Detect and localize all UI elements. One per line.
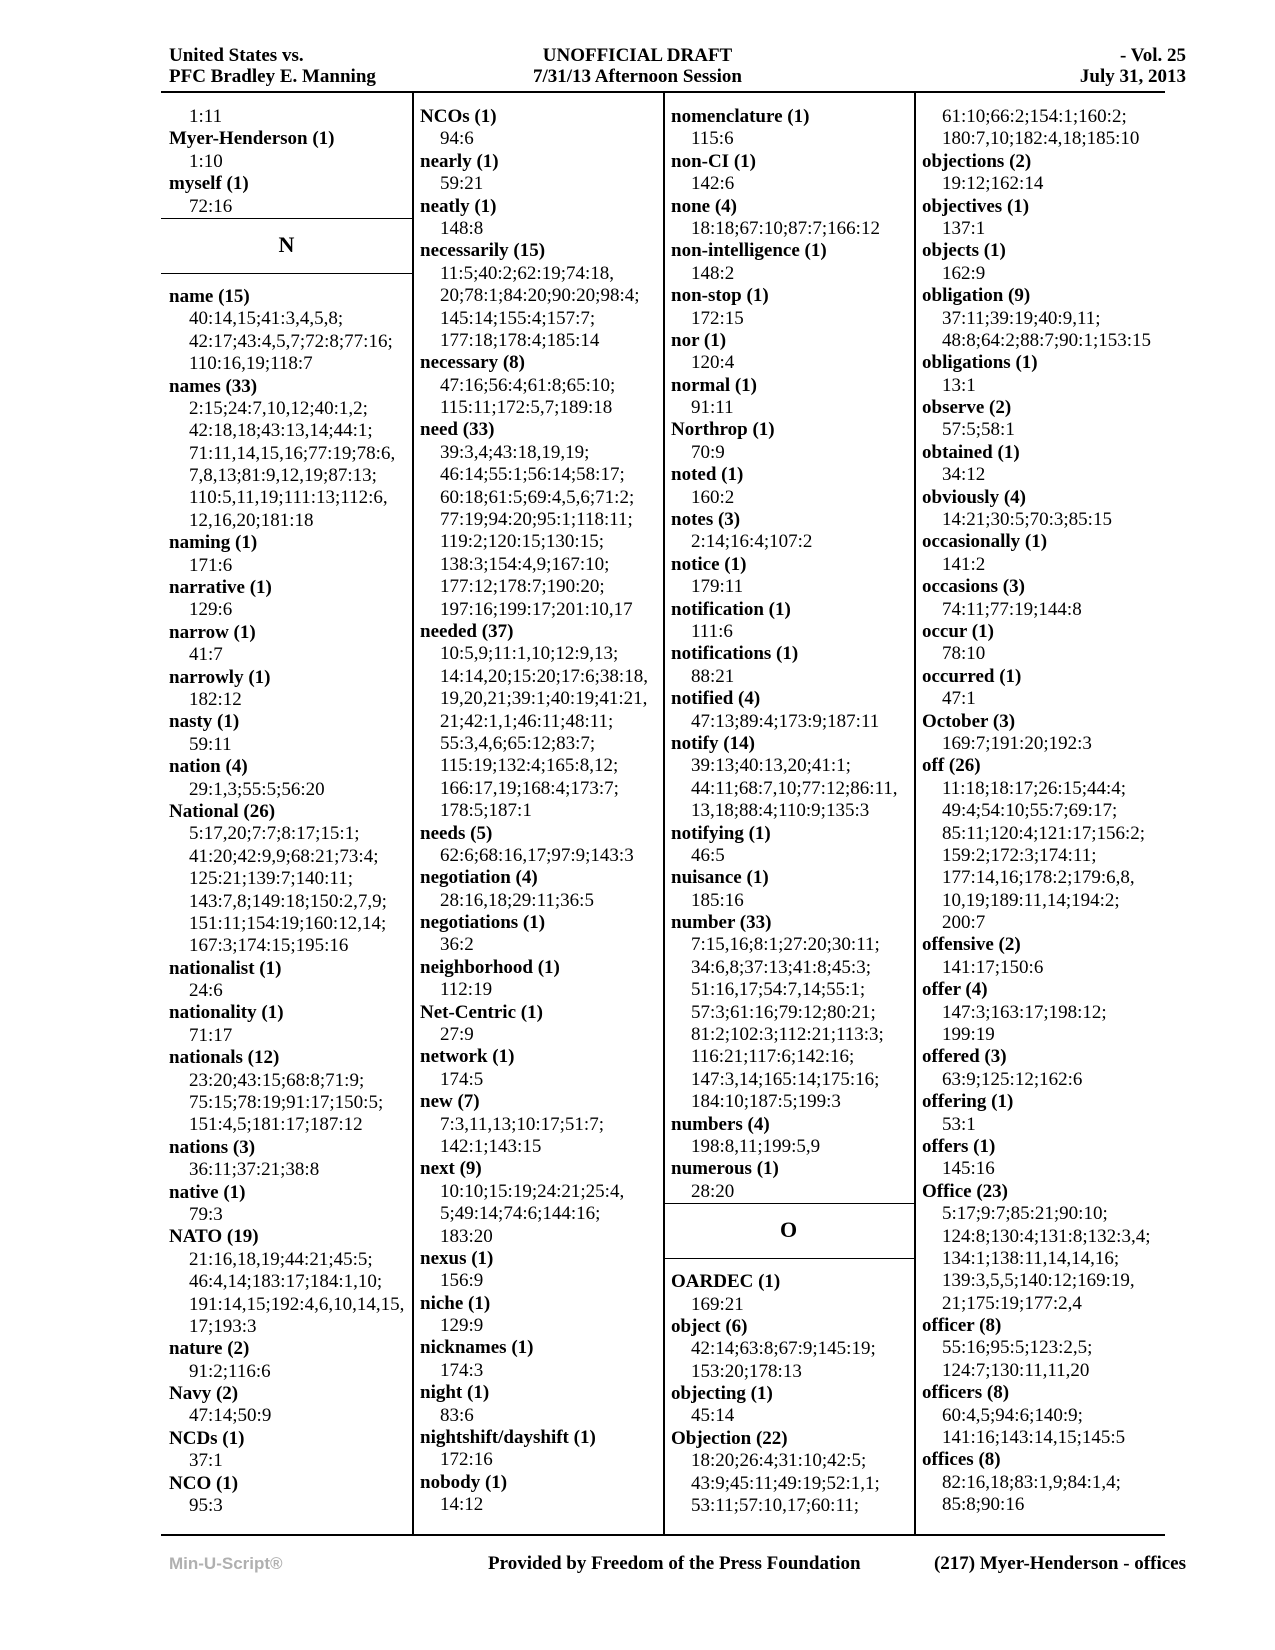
section-header bbox=[663, 1203, 914, 1259]
section-header bbox=[161, 218, 412, 274]
index-term: offering (1) bbox=[922, 1091, 1014, 1113]
page-references: 145:14;155:4;157:7; bbox=[440, 307, 596, 329]
draft-label: UNOFFICIAL DRAFT bbox=[542, 45, 733, 66]
page-references: 29:1,3;55:5;56:20 bbox=[189, 778, 325, 800]
page-references: 1:10 bbox=[189, 150, 223, 172]
page-references: 91:11 bbox=[691, 397, 734, 419]
footer-left: Min-U-Script® bbox=[169, 1554, 283, 1573]
index-term: officers (8) bbox=[922, 1382, 1010, 1404]
page-references: 178:5;187:1 bbox=[440, 800, 532, 822]
index-term: nations (3) bbox=[169, 1136, 256, 1158]
page-references: 34:6,8;37:13;41:8;45:3; bbox=[691, 956, 871, 978]
page-references: 28:16,18;29:11;36:5 bbox=[440, 889, 594, 911]
page-references: 197:16;199:17;201:10,17 bbox=[440, 598, 633, 620]
index-term: myself (1) bbox=[169, 173, 249, 195]
page-references: 19,20,21;39:1;40:19;41:21, bbox=[440, 688, 648, 710]
index-term: nicknames (1) bbox=[420, 1337, 534, 1359]
index-term: Objection (22) bbox=[671, 1427, 788, 1449]
page-references: 138:3;154:4,9;167:10; bbox=[440, 553, 610, 575]
page-references: 40:14,15;41:3,4,5,8; bbox=[189, 308, 344, 330]
page-references: 143:7,8;149:18;150:2,7,9; bbox=[189, 890, 387, 912]
index-term: nationality (1) bbox=[169, 1002, 284, 1024]
page-references: 11:18;18:17;26:15;44:4; bbox=[942, 777, 1127, 799]
index-term: neighborhood (1) bbox=[420, 956, 560, 978]
index-term: Northrop (1) bbox=[671, 419, 775, 441]
index-term: number (33) bbox=[671, 912, 772, 934]
page-references: 46:4,14;183:17;184:1,10; bbox=[189, 1271, 383, 1293]
index-term: normal (1) bbox=[671, 374, 758, 396]
index-term: Office (23) bbox=[922, 1180, 1008, 1202]
page-references: 41:20;42:9,9;68:21;73:4; bbox=[189, 845, 379, 867]
page-references: 199:19 bbox=[942, 1024, 995, 1046]
page-references: 94:6 bbox=[440, 128, 474, 150]
page-references: 53:11;57:10,17;60:11; bbox=[691, 1495, 860, 1517]
index-term: obligation (9) bbox=[922, 285, 1031, 307]
page-references: 39:3,4;43:18,19,19; bbox=[440, 441, 590, 463]
index-term: nasty (1) bbox=[169, 711, 240, 733]
page-references: 85:8;90:16 bbox=[942, 1494, 1025, 1516]
index-term: notes (3) bbox=[671, 509, 741, 531]
index-term: objections (2) bbox=[922, 150, 1032, 172]
index-term: neatly (1) bbox=[420, 195, 497, 217]
page-references: 41:7 bbox=[189, 644, 223, 666]
footer-right: (217) Myer-Henderson - offices bbox=[933, 1553, 1186, 1574]
page-references: 5;49:14;74:6;144:16; bbox=[440, 1203, 601, 1225]
index-term: night (1) bbox=[420, 1382, 490, 1404]
index-term: nearly (1) bbox=[420, 150, 499, 172]
index-term: offered (3) bbox=[922, 1046, 1007, 1068]
page-references: 169:21 bbox=[691, 1293, 744, 1315]
index-term: notifications (1) bbox=[671, 643, 799, 665]
page-references: 184:10;187:5;199:3 bbox=[691, 1091, 841, 1113]
page-references: 21:16,18,19;44:21;45:5; bbox=[189, 1248, 373, 1270]
page-references: 60:18;61:5;69:4,5,6;71:2; bbox=[440, 486, 635, 508]
page-references: 191:14,15;192:4,6,10,14,15, bbox=[189, 1293, 405, 1315]
page-references: 20;78:1;84:20;90:20;98:4; bbox=[440, 285, 640, 307]
page-references: 115:11;172:5,7;189:18 bbox=[440, 397, 613, 419]
page-references: 59:11 bbox=[189, 733, 232, 755]
index-term: object (6) bbox=[671, 1315, 748, 1337]
page-references: 23:20;43:15;68:8;71:9; bbox=[189, 1069, 365, 1091]
page-references: 172:16 bbox=[440, 1449, 493, 1471]
page-references: 63:9;125:12;162:6 bbox=[942, 1068, 1083, 1090]
index-term: name (15) bbox=[169, 285, 250, 307]
index-term: none (4) bbox=[671, 195, 737, 217]
page-references: 91:2;116:6 bbox=[189, 1360, 271, 1382]
page-references: 36:2 bbox=[440, 934, 474, 956]
page-references: 148:8 bbox=[440, 217, 484, 239]
case-title: United States vs. bbox=[169, 45, 304, 66]
index-term: nomenclature (1) bbox=[671, 106, 810, 127]
page-references: 2:14;16:4;107:2 bbox=[691, 531, 813, 553]
page-references: 74:11;77:19;144:8 bbox=[942, 598, 1082, 620]
page-references: 45:14 bbox=[691, 1405, 735, 1427]
page-references: 119:2;120:15;130:15; bbox=[440, 531, 604, 553]
index-term: negotiations (1) bbox=[420, 912, 546, 934]
index-term: obtained (1) bbox=[922, 441, 1020, 463]
page-references: 88:21 bbox=[691, 665, 735, 687]
page-references: 142:6 bbox=[691, 173, 735, 195]
index-column-4 bbox=[914, 106, 1165, 1517]
index-term: offers (1) bbox=[922, 1135, 996, 1157]
index-term: objecting (1) bbox=[671, 1383, 773, 1405]
index-term: narrative (1) bbox=[169, 577, 272, 599]
index-term: non-CI (1) bbox=[671, 150, 756, 172]
page-references: 46:5 bbox=[691, 844, 725, 866]
page-references: 180:7,10;182:4,18;185:10 bbox=[942, 128, 1140, 150]
page-references: 124:7;130:11,11,20 bbox=[942, 1359, 1090, 1381]
page-references: 172:15 bbox=[691, 307, 744, 329]
index-column-2 bbox=[412, 106, 663, 1517]
page-references: 137:1 bbox=[942, 217, 986, 239]
page-references: 47:14;50:9 bbox=[189, 1405, 272, 1427]
page-references: 14:21;30:5;70:3;85:15 bbox=[942, 509, 1112, 531]
page-references: 72:16 bbox=[189, 195, 233, 217]
page-references: 159:2;172:3;174:11; bbox=[942, 844, 1097, 866]
page-references: 39:13;40:13,20;41:1; bbox=[691, 755, 851, 777]
page-references: 42:14;63:8;67:9;145:19; bbox=[691, 1338, 876, 1360]
index-column-3 bbox=[663, 106, 914, 1517]
index-term: necessary (8) bbox=[420, 352, 525, 374]
page-references: 7:15,16;8:1;27:20;30:11; bbox=[691, 934, 880, 956]
footer-center: Provided by Freedom of the Press Foundation bbox=[488, 1553, 861, 1574]
index-term: network (1) bbox=[420, 1046, 515, 1068]
page-references: 59:21 bbox=[440, 173, 484, 195]
page-references: 18:20;26:4;31:10;42:5; bbox=[691, 1450, 867, 1472]
index-term: nightshift/dayshift (1) bbox=[420, 1427, 596, 1449]
page-references: 51:16,17;54:7,14;55:1; bbox=[691, 979, 866, 1001]
page-references: 169:7;191:20;192:3 bbox=[942, 732, 1092, 754]
page-references: 85:11;120:4;121:17;156:2; bbox=[942, 822, 1146, 844]
index-term: naming (1) bbox=[169, 532, 258, 554]
page-references: 44:11;68:7,10;77:12;86:11, bbox=[691, 777, 898, 799]
page-references: 182:12 bbox=[189, 688, 242, 710]
page-references: 148:2 bbox=[691, 262, 735, 284]
page-references: 111:6 bbox=[691, 620, 733, 642]
page-references: 36:11;37:21;38:8 bbox=[189, 1159, 320, 1181]
page-references: 129:9 bbox=[440, 1315, 484, 1337]
page-references: 12,16,20;181:18 bbox=[189, 509, 314, 531]
page-references: 24:6 bbox=[189, 980, 223, 1002]
index-term: nationals (12) bbox=[169, 1047, 280, 1069]
index-term: native (1) bbox=[169, 1181, 246, 1203]
page-references: 129:6 bbox=[189, 599, 233, 621]
page-references: 5:17;9:7;85:21;90:10; bbox=[942, 1203, 1108, 1225]
index-term: offices (8) bbox=[922, 1449, 1001, 1471]
page-references: 124:8;130:4;131:8;132:3,4; bbox=[942, 1225, 1151, 1247]
page-references: 55:16;95:5;123:2,5; bbox=[942, 1337, 1093, 1359]
section-letter: O bbox=[779, 1217, 798, 1243]
index-term: Net-Centric (1) bbox=[420, 1001, 543, 1023]
volume-label: - Vol. 25 bbox=[1120, 45, 1186, 66]
page-references: 28:20 bbox=[691, 1180, 735, 1202]
page-references: 160:2 bbox=[691, 486, 735, 508]
index-term: offer (4) bbox=[922, 979, 988, 1001]
page-references: 42:17;43:4,5,7;72:8;77:16; bbox=[189, 330, 393, 352]
page-references: 21;175:19;177:2,4 bbox=[942, 1292, 1082, 1314]
index-term: needs (5) bbox=[420, 822, 493, 844]
page-references: 10:5,9;11:1,10;12:9,13; bbox=[440, 643, 619, 665]
page-references: 10:10;15:19;24:21;25:4, bbox=[440, 1180, 625, 1202]
index-term: nuisance (1) bbox=[671, 867, 769, 889]
index-term: off (26) bbox=[922, 755, 981, 777]
index-term: needed (37) bbox=[420, 620, 514, 642]
page-references: 82:16,18;83:1,9;84:1,4; bbox=[942, 1471, 1121, 1493]
index-term: nexus (1) bbox=[420, 1247, 494, 1269]
page-references: 141:17;150:6 bbox=[942, 956, 1044, 978]
index-term: non-intelligence (1) bbox=[671, 240, 827, 262]
page-references: 17;193:3 bbox=[189, 1315, 257, 1337]
index-term: occasions (3) bbox=[922, 576, 1025, 598]
page-references: 70:9 bbox=[691, 441, 725, 463]
index-term: narrow (1) bbox=[169, 621, 256, 643]
index-term: objects (1) bbox=[922, 240, 1006, 262]
index-term: notice (1) bbox=[671, 553, 747, 575]
index-term: obligations (1) bbox=[922, 352, 1038, 374]
page-references: 10,19;189:11,14;194:2; bbox=[942, 889, 1120, 911]
page-references: 139:3,5,5;140:12;169:19, bbox=[942, 1270, 1135, 1292]
page-references: 141:16;143:14,15;145:5 bbox=[942, 1427, 1126, 1449]
index-term: notification (1) bbox=[671, 598, 791, 620]
index-term: NCO (1) bbox=[169, 1472, 239, 1494]
page-references: 7,8,13;81:9,12,19;87:13; bbox=[189, 465, 377, 487]
index-term: nor (1) bbox=[671, 329, 727, 351]
index-term: objectives (1) bbox=[922, 195, 1030, 217]
page-references: 177:12;178:7;190:20; bbox=[440, 576, 605, 598]
index-term: occurred (1) bbox=[922, 665, 1022, 687]
page-references: 21;42:1,1;46:11;48:11; bbox=[440, 710, 614, 732]
index-term: need (33) bbox=[420, 419, 495, 441]
index-term: narrowly (1) bbox=[169, 666, 271, 688]
page-references: 141:2 bbox=[942, 553, 986, 575]
index-term: offensive (2) bbox=[922, 934, 1021, 956]
page-references: 177:18;178:4;185:14 bbox=[440, 329, 600, 351]
page-references: 13:1 bbox=[942, 374, 976, 396]
index-term: nobody (1) bbox=[420, 1471, 508, 1493]
page-references: 46:14;55:1;56:14;58:17; bbox=[440, 464, 625, 486]
page-references: 43:9;45:11;49:19;52:1,1; bbox=[691, 1472, 880, 1494]
page-references: 147:3,14;165:14;175:16; bbox=[691, 1068, 880, 1090]
defendant-name: PFC Bradley E. Manning bbox=[169, 66, 376, 87]
index-term: notify (14) bbox=[671, 732, 755, 754]
page-references: 77:19;94:20;95:1;118:11; bbox=[440, 509, 633, 531]
page-references: 1:11 bbox=[189, 106, 223, 127]
header-right bbox=[1080, 45, 1186, 87]
page-references: 115:6 bbox=[691, 128, 734, 150]
page-references: 2:15;24:7,10,12;40:1,2; bbox=[189, 397, 368, 419]
index-term: observe (2) bbox=[922, 397, 1012, 419]
index-term: notifying (1) bbox=[671, 822, 771, 844]
index-term: negotiation (4) bbox=[420, 867, 538, 889]
page-references: 147:3;163:17;198:12; bbox=[942, 1001, 1107, 1023]
index-term: National (26) bbox=[169, 800, 276, 822]
page-references: 7:3,11,13;10:17;51:7; bbox=[440, 1113, 604, 1135]
page-references: 110:5,11,19;111:13;112:6, bbox=[189, 487, 388, 509]
page-references: 110:16,19;118:7 bbox=[189, 353, 313, 375]
page-references: 53:1 bbox=[942, 1113, 976, 1135]
index-term: names (33) bbox=[169, 375, 258, 397]
page-references: 125:21;139:7;140:11; bbox=[189, 868, 353, 890]
page-references: 174:3 bbox=[440, 1359, 484, 1381]
page-references: 14:12 bbox=[440, 1494, 484, 1516]
page-references: 42:18,18;43:13,14;44:1; bbox=[189, 420, 373, 442]
page-references: 75:15;78:19;91:17;150:5; bbox=[189, 1092, 384, 1114]
index-term: noted (1) bbox=[671, 464, 744, 486]
page-references: 151:11;154:19;160:12,14; bbox=[189, 912, 387, 934]
section-letter: N bbox=[278, 231, 295, 257]
page-references: 156:9 bbox=[440, 1270, 484, 1292]
index-term: officer (8) bbox=[922, 1315, 1002, 1337]
index-term: nation (4) bbox=[169, 756, 248, 778]
page-references: 151:4,5;181:17;187:12 bbox=[189, 1114, 363, 1136]
page-references: 19:12;162:14 bbox=[942, 173, 1044, 195]
page-references: 49:4;54:10;55:7;69:17; bbox=[942, 800, 1118, 822]
page-references: 116:21;117:6;142:16; bbox=[691, 1046, 855, 1068]
page-references: 185:16 bbox=[691, 889, 744, 911]
page-references: 48:8;64:2;88:7;90:1;153:15 bbox=[942, 329, 1152, 351]
page-references: 27:9 bbox=[440, 1024, 474, 1046]
page-references: 198:8,11;199:5,9 bbox=[691, 1135, 821, 1157]
page-references: 11:5;40:2;62:19;74:18, bbox=[440, 262, 614, 284]
page-references: 18:18;67:10;87:7;166:12 bbox=[691, 217, 880, 239]
page-references: 115:19;132:4;165:8,12; bbox=[440, 755, 619, 777]
page-references: 134:1;138:11,14,14,16; bbox=[942, 1247, 1120, 1269]
page-references: 71:17 bbox=[189, 1024, 233, 1046]
page-references: 62:6;68:16,17;97:9;143:3 bbox=[440, 844, 634, 866]
date-label: July 31, 2013 bbox=[1079, 66, 1186, 87]
page-references: 162:9 bbox=[942, 262, 986, 284]
page-references: 14:14,20;15:20;17:6;38:18, bbox=[440, 665, 648, 687]
page-references: 61:10;66:2;154:1;160:2; bbox=[942, 106, 1127, 127]
page-references: 179:11 bbox=[691, 576, 744, 598]
page-references: 60:4,5;94:6;140:9; bbox=[942, 1404, 1083, 1426]
page-references: 55:3,4,6;65:12;83:7; bbox=[440, 732, 596, 754]
index-term: NCOs (1) bbox=[420, 106, 497, 127]
page-references: 153:20;178:13 bbox=[691, 1360, 802, 1382]
index-term: notified (4) bbox=[671, 688, 761, 710]
page-references: 71:11,14,15,16;77:19;78:6, bbox=[189, 442, 396, 464]
page-references: 142:1;143:15 bbox=[440, 1135, 542, 1157]
index-term: nationalist (1) bbox=[169, 957, 282, 979]
page-references: 47:13;89:4;173:9;187:11 bbox=[691, 710, 880, 732]
page-references: 13,18;88:4;110:9;135:3 bbox=[691, 800, 870, 822]
page-references: 57:5;58:1 bbox=[942, 419, 1015, 441]
index-term: non-stop (1) bbox=[671, 285, 769, 307]
page-references: 5:17,20;7:7;8:17;15:1; bbox=[189, 823, 360, 845]
index-term: new (7) bbox=[420, 1091, 480, 1113]
index-term: OARDEC (1) bbox=[671, 1271, 781, 1293]
page-references: 174:5 bbox=[440, 1068, 484, 1090]
page-references: 57:3;61:16;79:12;80:21; bbox=[691, 1001, 876, 1023]
page-references: 78:10 bbox=[942, 643, 986, 665]
index-term: occasionally (1) bbox=[922, 531, 1048, 553]
page-references: 79:3 bbox=[189, 1203, 223, 1225]
index-term: next (9) bbox=[420, 1158, 482, 1180]
page-references: 166:17,19;168:4;173:7; bbox=[440, 777, 619, 799]
index-term: October (3) bbox=[922, 710, 1016, 732]
page-references: 112:19 bbox=[440, 979, 493, 1001]
page-references: 200:7 bbox=[942, 912, 986, 934]
page-references: 81:2;102:3;112:21;113:3; bbox=[691, 1024, 884, 1046]
index-term: nature (2) bbox=[169, 1338, 250, 1360]
index-term: numbers (4) bbox=[671, 1113, 770, 1135]
session-label: 7/31/13 Afternoon Session bbox=[532, 66, 743, 87]
page-references: 177:14,16;178:2;179:6,8, bbox=[942, 867, 1135, 889]
page-references: 145:16 bbox=[942, 1158, 995, 1180]
index-term: Navy (2) bbox=[169, 1383, 239, 1405]
index-term: Myer-Henderson (1) bbox=[169, 128, 335, 150]
index-term: occur (1) bbox=[922, 620, 994, 642]
page-references: 83:6 bbox=[440, 1404, 474, 1426]
page-references: 47:1 bbox=[942, 688, 976, 710]
index-term: niche (1) bbox=[420, 1292, 491, 1314]
index-term: NCDs (1) bbox=[169, 1427, 245, 1449]
index-term: necessarily (15) bbox=[420, 240, 546, 262]
page-references: 171:6 bbox=[189, 554, 233, 576]
index-column-1 bbox=[161, 106, 412, 1517]
page-references: 167:3;174:15;195:16 bbox=[189, 935, 349, 957]
page-references: 183:20 bbox=[440, 1225, 493, 1247]
page-references: 95:3 bbox=[189, 1495, 223, 1517]
page-references: 34:12 bbox=[942, 464, 986, 486]
page-references: 120:4 bbox=[691, 352, 735, 374]
page-references: 37:11;39:19;40:9,11; bbox=[942, 307, 1101, 329]
index-term: NATO (19) bbox=[169, 1226, 259, 1248]
page-references: 47:16;56:4;61:8;65:10; bbox=[440, 374, 616, 396]
index-term: obviously (4) bbox=[922, 486, 1026, 508]
index-term: numerous (1) bbox=[671, 1158, 779, 1180]
page-references: 37:1 bbox=[189, 1450, 223, 1472]
